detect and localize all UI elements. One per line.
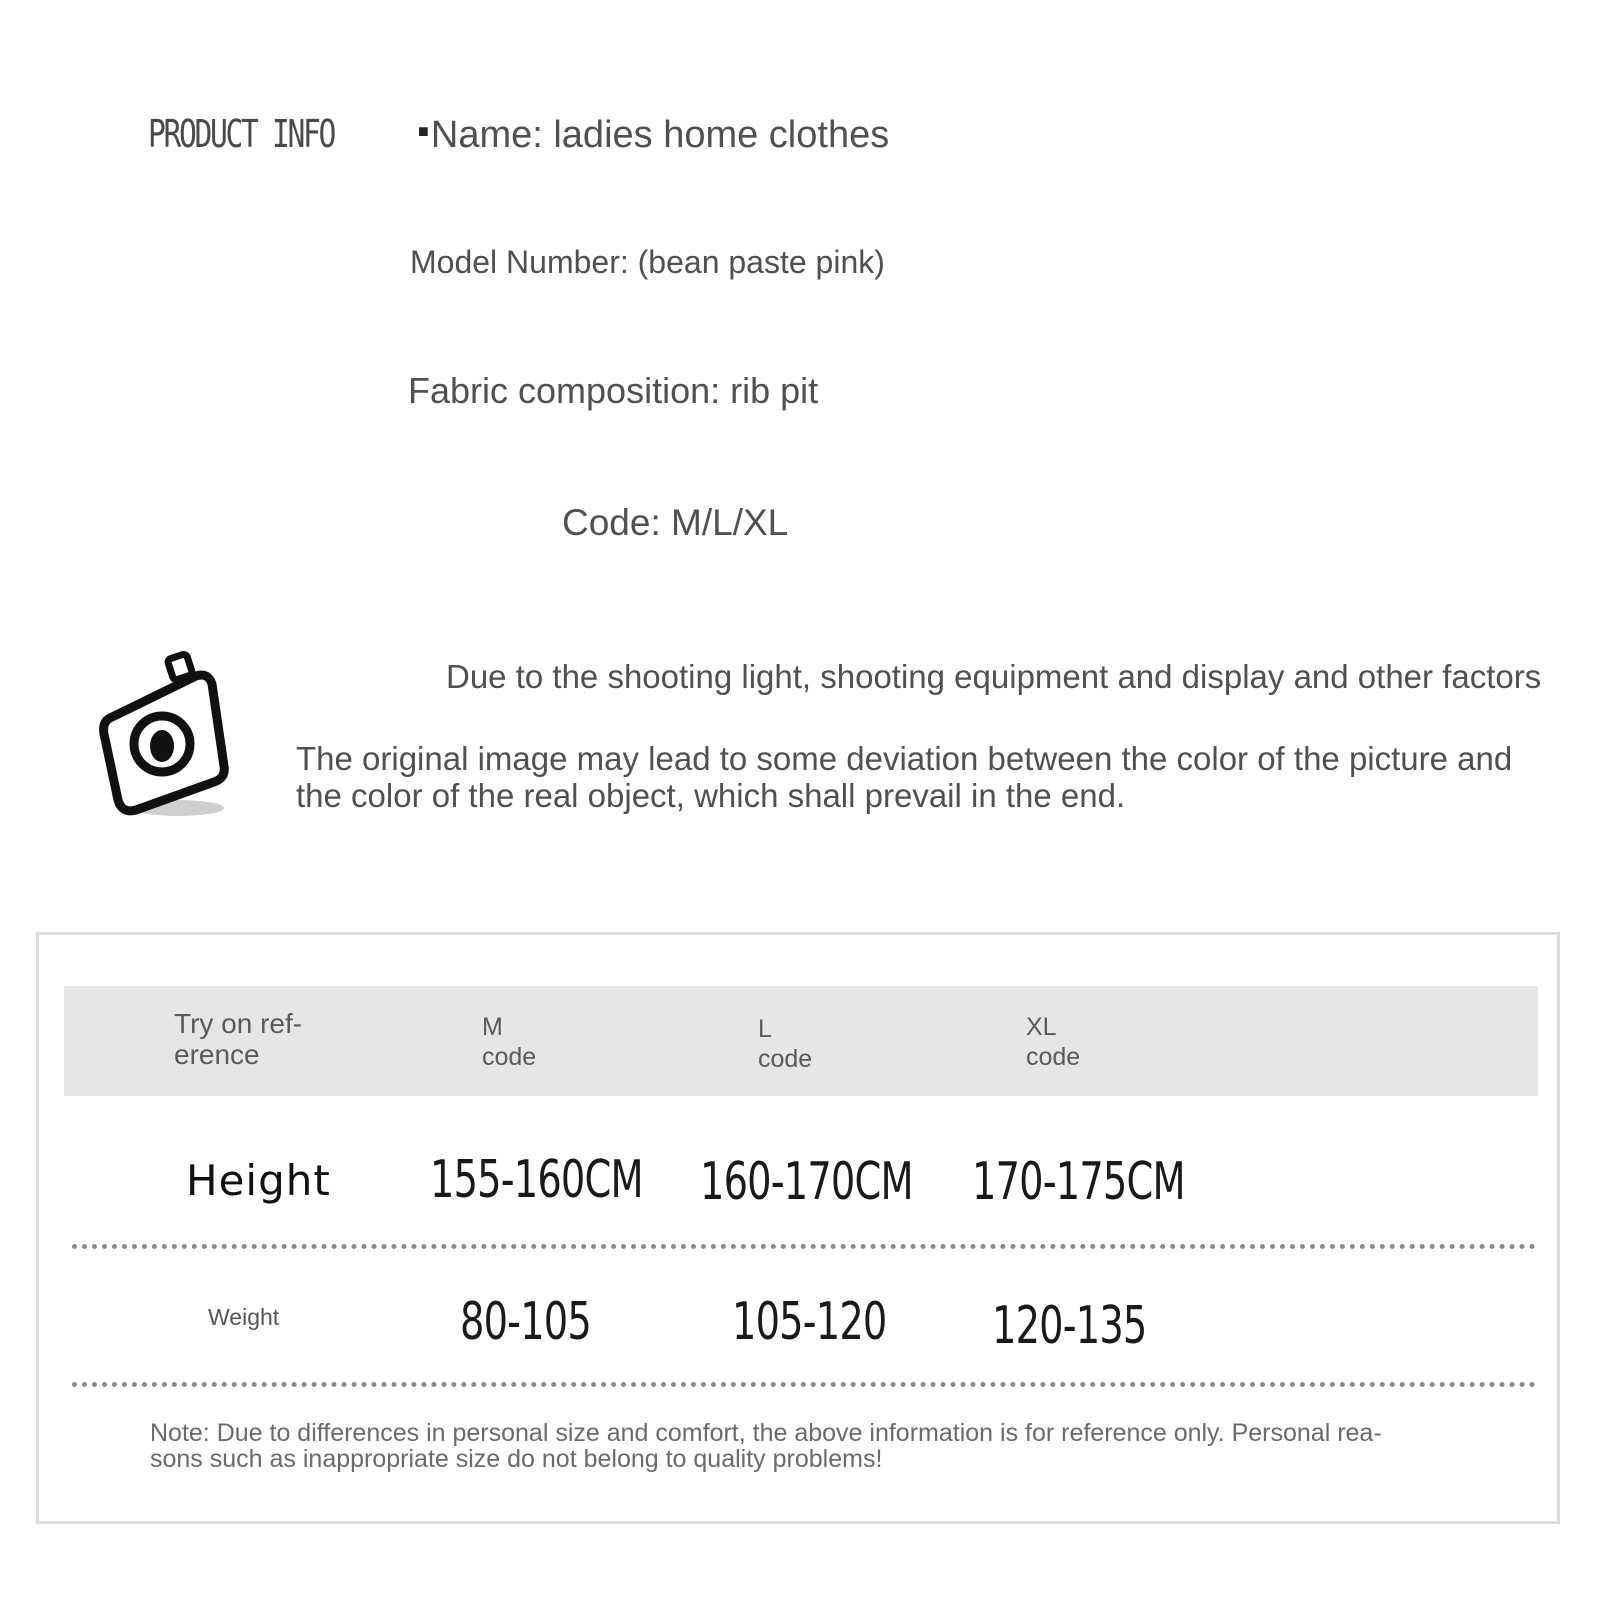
size-codes: Code: M/L/XL [562, 502, 789, 543]
product-name-text: Name: ladies home clothes [430, 114, 890, 156]
header-try-on-reference: Try on ref-erence [174, 1008, 303, 1070]
row-height-label: Height [186, 1156, 331, 1205]
row-divider [72, 1382, 1536, 1387]
weight-l-value: 105-120 [732, 1292, 887, 1352]
fabric-composition: Fabric composition: rib pit [408, 370, 819, 411]
product-name [418, 114, 889, 157]
height-m-value: 155-160CM [430, 1150, 643, 1210]
disclaimer-line-1: Due to the shooting light, shooting equipment and display and other factors [446, 658, 1542, 695]
disclaimer-line-2: The original image may lead to some deviation between the color of the picture and the color of the real object, which shall prevail in the end. [296, 740, 1513, 814]
camera-icon [96, 648, 236, 824]
row-divider [72, 1244, 1536, 1249]
product-info-logo: PRODUCT INFO [148, 112, 335, 156]
weight-xl-value: 120-135 [992, 1296, 1147, 1356]
row-weight-label: Weight [208, 1304, 280, 1330]
model-number: Model Number: (bean paste pink) [410, 244, 885, 280]
height-l-value: 160-170CM [700, 1152, 913, 1212]
size-table-note: Note: Due to differences in personal size and comfort, the above information is for reference only. Personal rea-sons such as inappropriate size do not belong to quality problems! [150, 1419, 1382, 1473]
weight-m-value: 80-105 [460, 1292, 591, 1352]
header-m-code: M code [482, 1013, 537, 1071]
height-xl-value: 170-175CM [972, 1152, 1185, 1212]
bullet-icon: ■ [418, 121, 429, 141]
header-l-code: L code [758, 1015, 813, 1073]
header-xl-code: XL code [1026, 1013, 1081, 1071]
